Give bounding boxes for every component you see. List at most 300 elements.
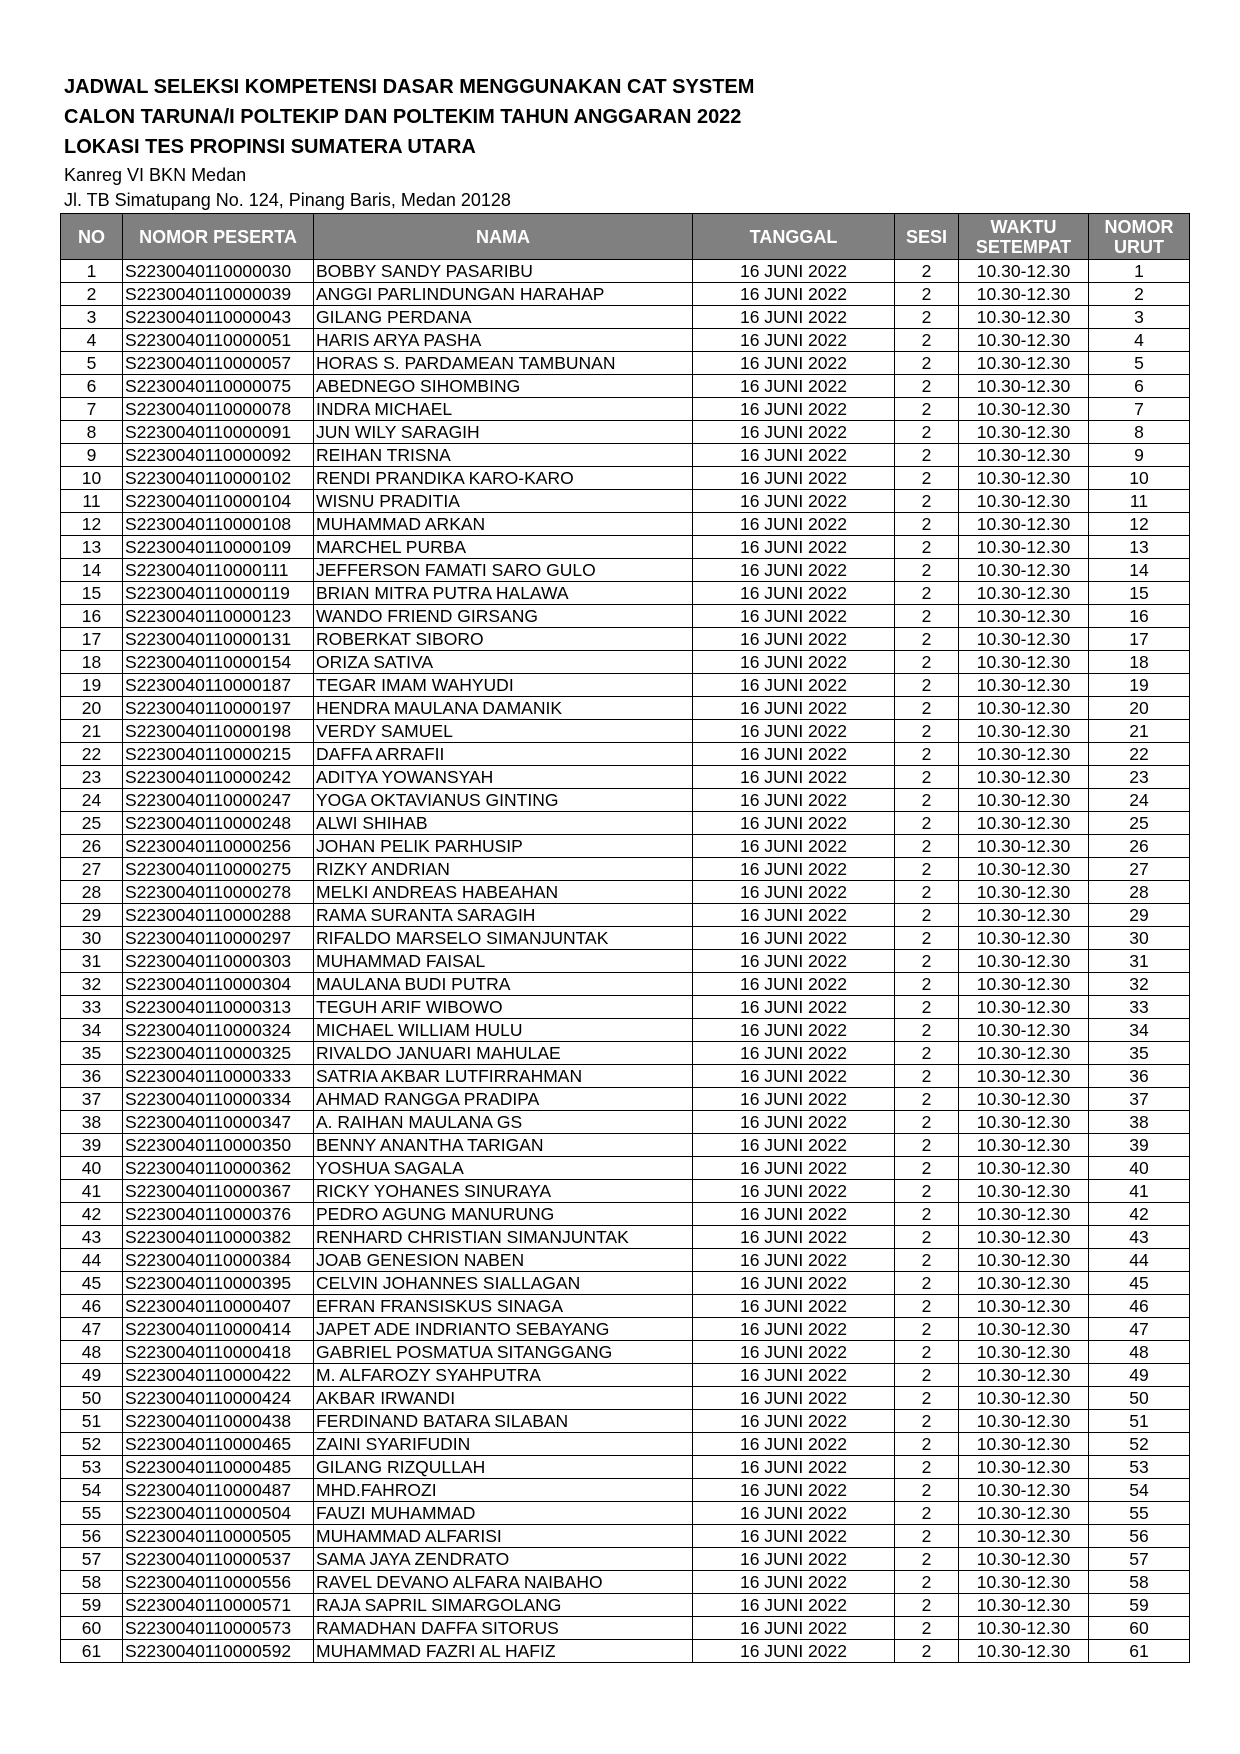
cell-sesi: 2 [895, 628, 959, 651]
cell-waktu: 10.30-12.30 [959, 1410, 1089, 1433]
table-row [61, 1364, 1190, 1387]
table-row [61, 467, 1190, 490]
cell-nomor-urut: 8 [1089, 421, 1190, 444]
cell-sesi: 2 [895, 1065, 959, 1088]
cell-nomor-peserta: S2230040110000248 [123, 812, 314, 835]
table-row [61, 1134, 1190, 1157]
cell-tanggal: 16 JUNI 2022 [693, 1571, 895, 1594]
table-row [61, 1594, 1190, 1617]
cell-sesi: 2 [895, 927, 959, 950]
cell-no: 22 [61, 743, 123, 766]
cell-nomor-peserta: S2230040110000325 [123, 1042, 314, 1065]
cell-nomor-peserta: S2230040110000324 [123, 1019, 314, 1042]
cell-nama: A. RAIHAN MAULANA GS [314, 1111, 693, 1134]
cell-nama: ORIZA SATIVA [314, 651, 693, 674]
cell-tanggal: 16 JUNI 2022 [693, 950, 895, 973]
cell-no: 7 [61, 398, 123, 421]
cell-tanggal: 16 JUNI 2022 [693, 743, 895, 766]
cell-nama: SATRIA AKBAR LUTFIRRAHMAN [314, 1065, 693, 1088]
cell-nomor-peserta: S2230040110000592 [123, 1640, 314, 1663]
cell-nama: JOHAN PELIK PARHUSIP [314, 835, 693, 858]
cell-nomor-urut: 11 [1089, 490, 1190, 513]
cell-nama: GILANG PERDANA [314, 306, 693, 329]
cell-no: 14 [61, 559, 123, 582]
cell-nomor-urut: 46 [1089, 1295, 1190, 1318]
cell-nomor-urut: 55 [1089, 1502, 1190, 1525]
cell-sesi: 2 [895, 881, 959, 904]
cell-nomor-peserta: S2230040110000039 [123, 283, 314, 306]
cell-tanggal: 16 JUNI 2022 [693, 835, 895, 858]
cell-sesi: 2 [895, 1594, 959, 1617]
cell-waktu: 10.30-12.30 [959, 1433, 1089, 1456]
document-title-line-3: LOKASI TES PROPINSI SUMATERA UTARA [64, 136, 476, 158]
cell-nomor-urut: 31 [1089, 950, 1190, 973]
cell-nomor-peserta: S2230040110000111 [123, 559, 314, 582]
table-row [61, 812, 1190, 835]
cell-tanggal: 16 JUNI 2022 [693, 1502, 895, 1525]
cell-no: 31 [61, 950, 123, 973]
table-row [61, 674, 1190, 697]
cell-tanggal: 16 JUNI 2022 [693, 1456, 895, 1479]
table-row [61, 1065, 1190, 1088]
cell-no: 18 [61, 651, 123, 674]
cell-no: 47 [61, 1318, 123, 1341]
cell-tanggal: 16 JUNI 2022 [693, 812, 895, 835]
cell-waktu: 10.30-12.30 [959, 1456, 1089, 1479]
cell-sesi: 2 [895, 490, 959, 513]
cell-nama: ALWI SHIHAB [314, 812, 693, 835]
cell-tanggal: 16 JUNI 2022 [693, 996, 895, 1019]
cell-nomor-peserta: S2230040110000304 [123, 973, 314, 996]
cell-sesi: 2 [895, 950, 959, 973]
cell-nama: JAPET ADE INDRIANTO SEBAYANG [314, 1318, 693, 1341]
cell-waktu: 10.30-12.30 [959, 352, 1089, 375]
table-row [61, 559, 1190, 582]
cell-nomor-peserta: S2230040110000108 [123, 513, 314, 536]
cell-nomor-urut: 51 [1089, 1410, 1190, 1433]
cell-nama: BENNY ANANTHA TARIGAN [314, 1134, 693, 1157]
cell-nama: WISNU PRADITIA [314, 490, 693, 513]
cell-nomor-peserta: S2230040110000198 [123, 720, 314, 743]
cell-sesi: 2 [895, 1226, 959, 1249]
cell-sesi: 2 [895, 1548, 959, 1571]
cell-waktu: 10.30-12.30 [959, 881, 1089, 904]
cell-nama: M. ALFAROZY SYAHPUTRA [314, 1364, 693, 1387]
cell-sesi: 2 [895, 1111, 959, 1134]
cell-no: 42 [61, 1203, 123, 1226]
table-row [61, 651, 1190, 674]
cell-waktu: 10.30-12.30 [959, 789, 1089, 812]
cell-waktu: 10.30-12.30 [959, 582, 1089, 605]
cell-sesi: 2 [895, 1272, 959, 1295]
column-header-sesi: SESI [895, 214, 959, 260]
cell-waktu: 10.30-12.30 [959, 743, 1089, 766]
cell-tanggal: 16 JUNI 2022 [693, 766, 895, 789]
cell-sesi: 2 [895, 904, 959, 927]
cell-sesi: 2 [895, 1019, 959, 1042]
cell-waktu: 10.30-12.30 [959, 1640, 1089, 1663]
cell-no: 57 [61, 1548, 123, 1571]
cell-waktu: 10.30-12.30 [959, 812, 1089, 835]
cell-nomor-urut: 7 [1089, 398, 1190, 421]
cell-nama: GABRIEL POSMATUA SITANGGANG [314, 1341, 693, 1364]
cell-waktu: 10.30-12.30 [959, 398, 1089, 421]
cell-waktu: 10.30-12.30 [959, 1341, 1089, 1364]
cell-waktu: 10.30-12.30 [959, 1134, 1089, 1157]
cell-no: 15 [61, 582, 123, 605]
cell-waktu: 10.30-12.30 [959, 651, 1089, 674]
cell-nomor-peserta: S2230040110000242 [123, 766, 314, 789]
cell-nomor-peserta: S2230040110000347 [123, 1111, 314, 1134]
cell-nomor-urut: 2 [1089, 283, 1190, 306]
cell-nomor-peserta: S2230040110000571 [123, 1594, 314, 1617]
cell-waktu: 10.30-12.30 [959, 421, 1089, 444]
cell-tanggal: 16 JUNI 2022 [693, 1203, 895, 1226]
table-row [61, 927, 1190, 950]
cell-waktu: 10.30-12.30 [959, 766, 1089, 789]
cell-nomor-urut: 4 [1089, 329, 1190, 352]
cell-nomor-peserta: S2230040110000407 [123, 1295, 314, 1318]
cell-sesi: 2 [895, 1502, 959, 1525]
column-header-waktu-setempat: WAKTU SETEMPAT [959, 214, 1089, 260]
cell-sesi: 2 [895, 1456, 959, 1479]
cell-waktu: 10.30-12.30 [959, 1548, 1089, 1571]
cell-nomor-urut: 45 [1089, 1272, 1190, 1295]
cell-nomor-urut: 13 [1089, 536, 1190, 559]
cell-waktu: 10.30-12.30 [959, 1525, 1089, 1548]
column-header-nomor-urut: NOMOR URUT [1089, 214, 1190, 260]
cell-no: 4 [61, 329, 123, 352]
cell-no: 17 [61, 628, 123, 651]
cell-no: 55 [61, 1502, 123, 1525]
cell-tanggal: 16 JUNI 2022 [693, 927, 895, 950]
cell-tanggal: 16 JUNI 2022 [693, 260, 895, 283]
cell-nomor-urut: 29 [1089, 904, 1190, 927]
cell-no: 27 [61, 858, 123, 881]
table-row [61, 1203, 1190, 1226]
cell-tanggal: 16 JUNI 2022 [693, 789, 895, 812]
cell-tanggal: 16 JUNI 2022 [693, 536, 895, 559]
cell-tanggal: 16 JUNI 2022 [693, 1410, 895, 1433]
table-row [61, 536, 1190, 559]
cell-waktu: 10.30-12.30 [959, 1157, 1089, 1180]
cell-tanggal: 16 JUNI 2022 [693, 674, 895, 697]
cell-tanggal: 16 JUNI 2022 [693, 651, 895, 674]
cell-waktu: 10.30-12.30 [959, 927, 1089, 950]
cell-nomor-urut: 33 [1089, 996, 1190, 1019]
cell-no: 10 [61, 467, 123, 490]
cell-tanggal: 16 JUNI 2022 [693, 1594, 895, 1617]
table-row [61, 582, 1190, 605]
cell-sesi: 2 [895, 1479, 959, 1502]
cell-waktu: 10.30-12.30 [959, 329, 1089, 352]
cell-no: 30 [61, 927, 123, 950]
cell-nama: RAMA SURANTA SARAGIH [314, 904, 693, 927]
cell-tanggal: 16 JUNI 2022 [693, 1157, 895, 1180]
cell-waktu: 10.30-12.30 [959, 950, 1089, 973]
table-row [61, 1640, 1190, 1663]
cell-nama: HORAS S. PARDAMEAN TAMBUNAN [314, 352, 693, 375]
cell-nomor-urut: 53 [1089, 1456, 1190, 1479]
cell-nama: CELVIN JOHANNES SIALLAGAN [314, 1272, 693, 1295]
cell-nama: TEGUH ARIF WIBOWO [314, 996, 693, 1019]
cell-sesi: 2 [895, 996, 959, 1019]
cell-tanggal: 16 JUNI 2022 [693, 1295, 895, 1318]
cell-nomor-peserta: S2230040110000487 [123, 1479, 314, 1502]
cell-sesi: 2 [895, 973, 959, 996]
cell-tanggal: 16 JUNI 2022 [693, 881, 895, 904]
cell-nomor-urut: 49 [1089, 1364, 1190, 1387]
cell-nama: GILANG RIZQULLAH [314, 1456, 693, 1479]
cell-nama: MARCHEL PURBA [314, 536, 693, 559]
cell-sesi: 2 [895, 766, 959, 789]
cell-nomor-urut: 48 [1089, 1341, 1190, 1364]
cell-sesi: 2 [895, 260, 959, 283]
cell-tanggal: 16 JUNI 2022 [693, 306, 895, 329]
cell-no: 28 [61, 881, 123, 904]
cell-nama: JUN WILY SARAGIH [314, 421, 693, 444]
cell-nama: EFRAN FRANSISKUS SINAGA [314, 1295, 693, 1318]
cell-sesi: 2 [895, 674, 959, 697]
cell-nomor-peserta: S2230040110000197 [123, 697, 314, 720]
cell-nomor-peserta: S2230040110000131 [123, 628, 314, 651]
cell-no: 43 [61, 1226, 123, 1249]
cell-nomor-urut: 27 [1089, 858, 1190, 881]
cell-tanggal: 16 JUNI 2022 [693, 697, 895, 720]
cell-no: 38 [61, 1111, 123, 1134]
cell-no: 34 [61, 1019, 123, 1042]
cell-nomor-urut: 16 [1089, 605, 1190, 628]
table-row [61, 858, 1190, 881]
cell-nomor-urut: 60 [1089, 1617, 1190, 1640]
cell-waktu: 10.30-12.30 [959, 1065, 1089, 1088]
cell-nomor-peserta: S2230040110000288 [123, 904, 314, 927]
table-row [61, 1571, 1190, 1594]
cell-nomor-urut: 17 [1089, 628, 1190, 651]
cell-nama: RICKY YOHANES SINURAYA [314, 1180, 693, 1203]
cell-tanggal: 16 JUNI 2022 [693, 1364, 895, 1387]
cell-waktu: 10.30-12.30 [959, 605, 1089, 628]
table-row [61, 375, 1190, 398]
cell-nomor-peserta: S2230040110000187 [123, 674, 314, 697]
cell-nomor-peserta: S2230040110000350 [123, 1134, 314, 1157]
table-row [61, 1456, 1190, 1479]
cell-sesi: 2 [895, 329, 959, 352]
table-row [61, 283, 1190, 306]
cell-nomor-peserta: S2230040110000297 [123, 927, 314, 950]
table-row [61, 306, 1190, 329]
table-row [61, 996, 1190, 1019]
cell-waktu: 10.30-12.30 [959, 1088, 1089, 1111]
cell-tanggal: 16 JUNI 2022 [693, 582, 895, 605]
cell-waktu: 10.30-12.30 [959, 973, 1089, 996]
cell-waktu: 10.30-12.30 [959, 1502, 1089, 1525]
cell-nomor-urut: 37 [1089, 1088, 1190, 1111]
cell-sesi: 2 [895, 1640, 959, 1663]
cell-nomor-urut: 22 [1089, 743, 1190, 766]
cell-nama: MHD.FAHROZI [314, 1479, 693, 1502]
cell-nomor-peserta: S2230040110000384 [123, 1249, 314, 1272]
cell-nomor-urut: 21 [1089, 720, 1190, 743]
cell-nomor-urut: 61 [1089, 1640, 1190, 1663]
cell-no: 1 [61, 260, 123, 283]
cell-nama: DAFFA ARRAFII [314, 743, 693, 766]
cell-waktu: 10.30-12.30 [959, 1203, 1089, 1226]
cell-tanggal: 16 JUNI 2022 [693, 1111, 895, 1134]
cell-sesi: 2 [895, 651, 959, 674]
table-row [61, 605, 1190, 628]
cell-no: 25 [61, 812, 123, 835]
cell-sesi: 2 [895, 375, 959, 398]
cell-no: 61 [61, 1640, 123, 1663]
cell-sesi: 2 [895, 352, 959, 375]
cell-tanggal: 16 JUNI 2022 [693, 1134, 895, 1157]
cell-nomor-urut: 32 [1089, 973, 1190, 996]
cell-no: 40 [61, 1157, 123, 1180]
cell-tanggal: 16 JUNI 2022 [693, 1640, 895, 1663]
cell-tanggal: 16 JUNI 2022 [693, 1548, 895, 1571]
cell-nomor-urut: 58 [1089, 1571, 1190, 1594]
cell-no: 9 [61, 444, 123, 467]
cell-no: 3 [61, 306, 123, 329]
cell-waktu: 10.30-12.30 [959, 467, 1089, 490]
cell-sesi: 2 [895, 1295, 959, 1318]
table-row [61, 1433, 1190, 1456]
cell-sesi: 2 [895, 1617, 959, 1640]
cell-sesi: 2 [895, 559, 959, 582]
cell-waktu: 10.30-12.30 [959, 513, 1089, 536]
cell-no: 37 [61, 1088, 123, 1111]
cell-tanggal: 16 JUNI 2022 [693, 1249, 895, 1272]
cell-waktu: 10.30-12.30 [959, 996, 1089, 1019]
cell-nama: INDRA MICHAEL [314, 398, 693, 421]
cell-nomor-peserta: S2230040110000119 [123, 582, 314, 605]
cell-nama: MUHAMMAD FAZRI AL HAFIZ [314, 1640, 693, 1663]
cell-nomor-peserta: S2230040110000438 [123, 1410, 314, 1433]
cell-sesi: 2 [895, 536, 959, 559]
table-row [61, 513, 1190, 536]
cell-nomor-peserta: S2230040110000537 [123, 1548, 314, 1571]
cell-nomor-urut: 3 [1089, 306, 1190, 329]
cell-waktu: 10.30-12.30 [959, 1387, 1089, 1410]
cell-nomor-urut: 12 [1089, 513, 1190, 536]
cell-nama: WANDO FRIEND GIRSANG [314, 605, 693, 628]
cell-no: 52 [61, 1433, 123, 1456]
cell-tanggal: 16 JUNI 2022 [693, 1019, 895, 1042]
cell-no: 49 [61, 1364, 123, 1387]
cell-tanggal: 16 JUNI 2022 [693, 398, 895, 421]
cell-nomor-peserta: S2230040110000556 [123, 1571, 314, 1594]
table-row [61, 881, 1190, 904]
cell-nomor-peserta: S2230040110000102 [123, 467, 314, 490]
cell-tanggal: 16 JUNI 2022 [693, 1433, 895, 1456]
cell-tanggal: 16 JUNI 2022 [693, 1479, 895, 1502]
cell-nama: FAUZI MUHAMMAD [314, 1502, 693, 1525]
cell-nama: RAMADHAN DAFFA SITORUS [314, 1617, 693, 1640]
cell-nama: MELKI ANDREAS HABEAHAN [314, 881, 693, 904]
cell-waktu: 10.30-12.30 [959, 628, 1089, 651]
cell-nomor-urut: 59 [1089, 1594, 1190, 1617]
table-row [61, 1157, 1190, 1180]
cell-no: 51 [61, 1410, 123, 1433]
cell-nomor-peserta: S2230040110000367 [123, 1180, 314, 1203]
cell-nama: REIHAN TRISNA [314, 444, 693, 467]
cell-nama: AHMAD RANGGA PRADIPA [314, 1088, 693, 1111]
cell-sesi: 2 [895, 1318, 959, 1341]
table-row [61, 1272, 1190, 1295]
cell-nomor-peserta: S2230040110000418 [123, 1341, 314, 1364]
cell-no: 50 [61, 1387, 123, 1410]
table-row [61, 1548, 1190, 1571]
cell-sesi: 2 [895, 789, 959, 812]
office-name: Kanreg VI BKN Medan [64, 165, 247, 185]
cell-no: 19 [61, 674, 123, 697]
cell-nama: PEDRO AGUNG MANURUNG [314, 1203, 693, 1226]
cell-nomor-peserta: S2230040110000395 [123, 1272, 314, 1295]
cell-no: 45 [61, 1272, 123, 1295]
cell-nomor-peserta: S2230040110000414 [123, 1318, 314, 1341]
cell-waktu: 10.30-12.30 [959, 283, 1089, 306]
cell-nama: YOGA OKTAVIANUS GINTING [314, 789, 693, 812]
cell-nama: RIVALDO JANUARI MAHULAE [314, 1042, 693, 1065]
cell-tanggal: 16 JUNI 2022 [693, 1042, 895, 1065]
table-row [61, 1180, 1190, 1203]
table-row [61, 720, 1190, 743]
cell-tanggal: 16 JUNI 2022 [693, 375, 895, 398]
cell-no: 8 [61, 421, 123, 444]
cell-nomor-urut: 42 [1089, 1203, 1190, 1226]
cell-no: 54 [61, 1479, 123, 1502]
cell-waktu: 10.30-12.30 [959, 904, 1089, 927]
cell-no: 20 [61, 697, 123, 720]
cell-nama: HARIS ARYA PASHA [314, 329, 693, 352]
cell-waktu: 10.30-12.30 [959, 1042, 1089, 1065]
table-row [61, 1502, 1190, 1525]
cell-tanggal: 16 JUNI 2022 [693, 904, 895, 927]
cell-nomor-peserta: S2230040110000465 [123, 1433, 314, 1456]
cell-nomor-peserta: S2230040110000275 [123, 858, 314, 881]
table-row [61, 1088, 1190, 1111]
cell-waktu: 10.30-12.30 [959, 444, 1089, 467]
cell-sesi: 2 [895, 1410, 959, 1433]
cell-waktu: 10.30-12.30 [959, 697, 1089, 720]
cell-waktu: 10.30-12.30 [959, 490, 1089, 513]
document-title-line-2: CALON TARUNA/I POLTEKIP DAN POLTEKIM TAHUN ANGGARAN 2022 [64, 106, 742, 128]
cell-no: 44 [61, 1249, 123, 1272]
cell-sesi: 2 [895, 1387, 959, 1410]
cell-nomor-urut: 20 [1089, 697, 1190, 720]
cell-nomor-peserta: S2230040110000051 [123, 329, 314, 352]
table-header-row [61, 214, 1190, 260]
cell-sesi: 2 [895, 835, 959, 858]
cell-nomor-peserta: S2230040110000154 [123, 651, 314, 674]
cell-nomor-peserta: S2230040110000573 [123, 1617, 314, 1640]
table-row [61, 1318, 1190, 1341]
cell-nomor-urut: 18 [1089, 651, 1190, 674]
cell-sesi: 2 [895, 1180, 959, 1203]
cell-no: 48 [61, 1341, 123, 1364]
table-row [61, 743, 1190, 766]
cell-sesi: 2 [895, 858, 959, 881]
cell-waktu: 10.30-12.30 [959, 536, 1089, 559]
cell-nama: RAVEL DEVANO ALFARA NAIBAHO [314, 1571, 693, 1594]
cell-sesi: 2 [895, 1571, 959, 1594]
table-row [61, 1387, 1190, 1410]
cell-waktu: 10.30-12.30 [959, 1180, 1089, 1203]
cell-nomor-urut: 15 [1089, 582, 1190, 605]
cell-waktu: 10.30-12.30 [959, 1272, 1089, 1295]
cell-nomor-urut: 14 [1089, 559, 1190, 582]
